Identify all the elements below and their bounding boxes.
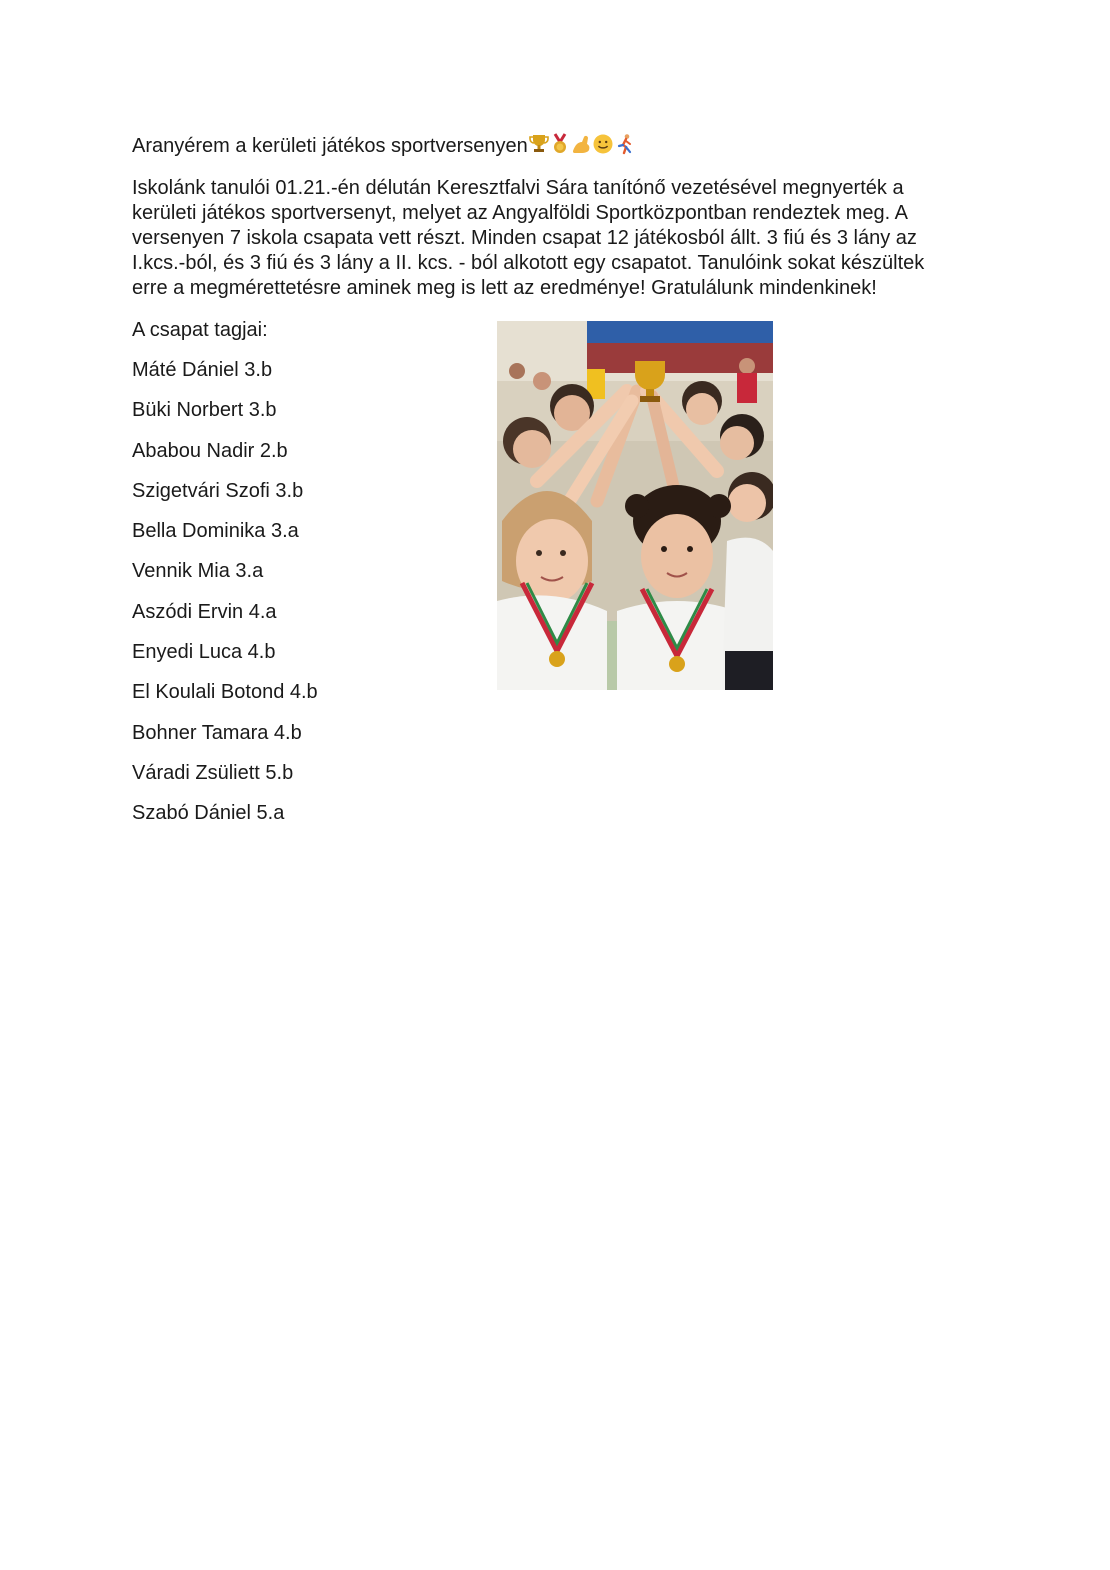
smiling-face-icon [592,133,614,155]
member-item: Enyedi Luca 4.b [132,641,276,664]
article-title [132,133,636,159]
paragraph-line: Iskolánk tanulói 01.21.-én délután Keresztfalvi Sára tanítónő vezetésével megnyerték a [132,177,904,199]
member-item: Váradi Zsüliett 5.b [132,761,294,784]
trophy-icon [528,133,550,155]
member-item: Aszódi Ervin 4.a [132,600,277,623]
medal-icon [550,133,570,155]
article-title-text: Aranyérem a kerületi játékos sportversenyen [132,135,528,157]
member-item: El Koulali Botond 4.b [132,681,318,704]
member-item: Vennik Mia 3.a [132,560,264,583]
member-item: Bella Dominika 3.a [132,520,299,543]
member-item: Ababou Nadir 2.b [132,439,288,462]
team-photo [497,321,773,690]
member-item: Szabó Dániel 5.a [132,802,285,825]
paragraph-line: versenyen 7 iskola csapata vett részt. Minden csapat 12 játékosból állt. 3 fiú és 3 lány az [132,227,917,249]
member-item: Bohner Tamara 4.b [132,721,302,744]
member-list [132,357,318,841]
flexed-arm-icon [570,133,592,155]
article-paragraph [132,176,972,301]
member-item: Büki Norbert 3.b [132,399,277,422]
members-heading: A csapat tagjai: [132,319,268,341]
member-item: Máté Dániel 3.b [132,359,273,381]
paragraph-line: erre a megmérettetésre aminek meg is lett az eredménye! Gratulálunk mindenkinek! [132,277,877,299]
paragraph-line: kerületi játékos sportversenyt, melyet az Angyalföldi Sportközpontban rendeztek meg. A [132,202,908,224]
paragraph-line: I.kcs.-ból, és 3 fiú és 3 lány a II. kcs. - ból alkotott egy csapatot. Tanulóink sokat készültek [132,252,925,274]
member-item: Szigetvári Szofi 3.b [132,479,304,502]
runner-icon [614,133,636,155]
